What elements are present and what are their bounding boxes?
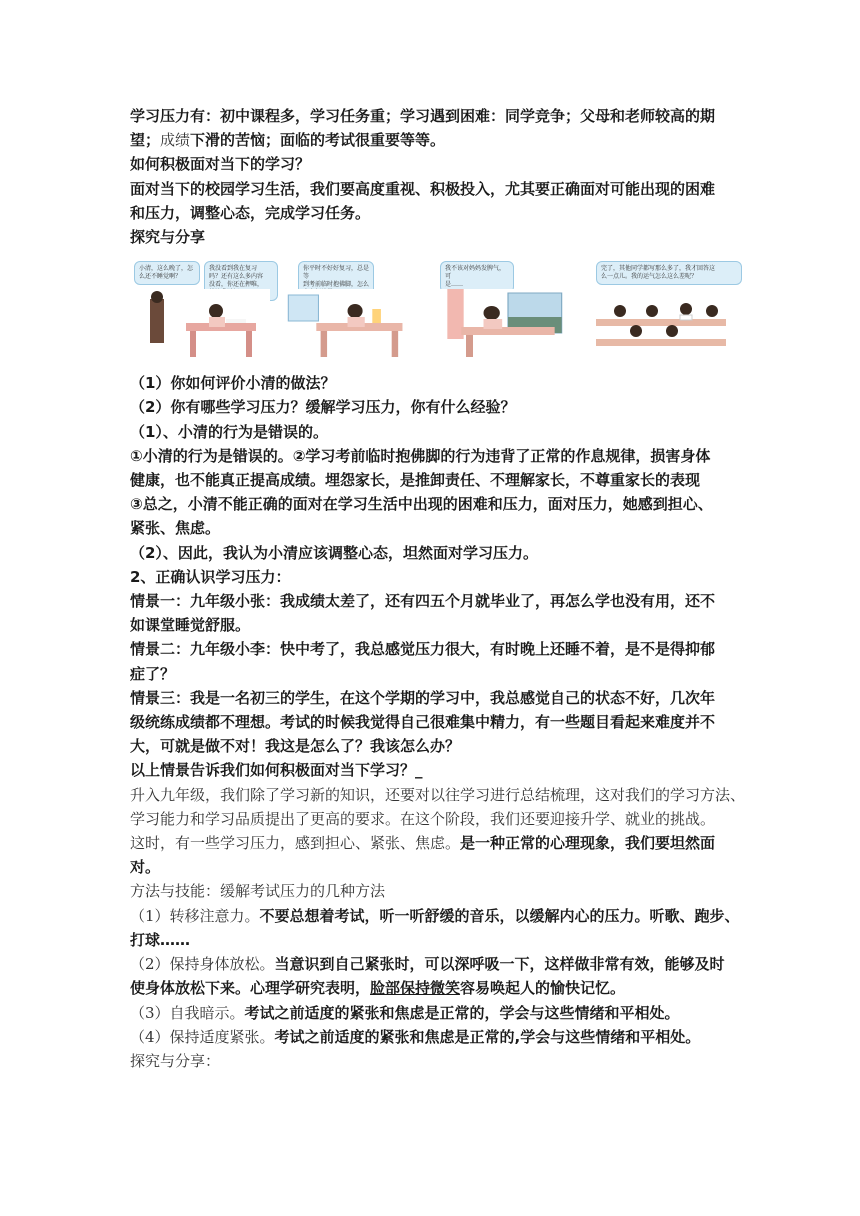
section-heading: 方法与技能：缓解考试压力的几种方法 — [130, 882, 386, 901]
answer-line: （2）、因此，我认为小清应该调整心态，坦然面对学习压力。 — [130, 543, 538, 562]
text-line: 和压力，调整心态，完成学习任务。 — [130, 203, 371, 222]
text-line: 望；成绩下滑的苦恼；面临的考试很重要等等。 — [130, 131, 446, 150]
method-line: （4）保持适度紧张。考试之前适度的紧张和焦虑是正常的,学会与这些情绪和平相处。 — [130, 1027, 701, 1046]
scenario-line: 情景三：我是一名初三的学生，在这个学期的学习中，我总感觉自己的状态不好，几次年 — [130, 688, 716, 707]
text-line: 升入九年级，我们除了学习新的知识，还要对以往学习进行总结梳理，这对我们的学习方法、 — [130, 785, 746, 804]
classroom-scene-illustration — [592, 289, 732, 359]
comic-panel-3 — [438, 259, 578, 359]
scenario-line: 如课堂睡觉舒服。 — [130, 616, 251, 635]
scenario-line: 情景二：九年级小李：快中考了，我总感觉压力很大，有时晚上还睡不着，是不是得抑郁 — [130, 640, 716, 659]
speech-bubble: 你平时不好好复习，总是等 到考前临时抱佛脚，怎么 — [298, 261, 374, 301]
study-scene-illustration — [284, 289, 424, 359]
comic-panel-2 — [284, 259, 424, 359]
method-line: 打球…… — [130, 930, 191, 949]
section-heading: 探究与分享 — [130, 228, 206, 247]
section-heading: 探究与分享： — [130, 1051, 221, 1070]
method-line: （3）自我暗示。考试之前适度的紧张和焦虑是正常的，学会与这些情绪和平相处。 — [130, 1003, 680, 1022]
text-line: 对。 — [130, 858, 161, 877]
speech-bubble: 完了，其他同学都写那么多了，我才回答这 么一点儿。我的运气怎么这么差呢？ — [596, 261, 742, 285]
answer-line: ①小清的行为是错误的。②学习考前临时抱佛脚的行为违背了正常的作息规律，损害身体 — [130, 446, 711, 465]
answer-line: 紧张、焦虑。 — [130, 519, 221, 538]
text-line: 这时，有一些学习压力，感到担心、紧张、焦虑。是一种正常的心理现象，我们要坦然面 — [130, 834, 716, 853]
text-line: 面对当下的校园学习生活，我们要高度重视、积极投入，尤其要正确面对可能出现的困难 — [130, 179, 716, 198]
speech-bubble: 小清，这么晚了，怎 么还不睡觉啊？ — [134, 261, 200, 285]
scenario-line: 症了？ — [130, 664, 176, 683]
study-scene-illustration — [438, 289, 578, 359]
text-line: 学习能力和学习品质提出了更高的要求。在这个阶段，我们还要迎接升学、就业的挑战。 — [130, 809, 716, 828]
study-scene-illustration — [130, 289, 270, 359]
answer-line: ③总之，小清不能正确的面对在学习生活中出现的困难和压力，面对压力，她感到担心、 — [130, 495, 713, 514]
comic-strip — [130, 259, 732, 359]
document-body — [130, 104, 746, 1073]
section-heading: 如何积极面对当下的学习？ — [130, 155, 311, 174]
method-line: 使身体放松下来。心理学研究表明，脸部保持微笑容易唤起人的愉快记忆。 — [130, 979, 626, 998]
question-line: （2）你有哪些学习压力？缓解学习压力，你有什么经验？ — [130, 398, 516, 417]
scenario-line: 级统练成绩都不理想。考试的时候我觉得自己很难集中精力，有一些题目看起来难度并不 — [130, 713, 716, 732]
comic-panel-4 — [592, 259, 732, 359]
section-heading: 2、正确认识学习压力： — [130, 567, 291, 586]
method-line: （2）保持身体放松。当意识到自己紧张时，可以深呼吸一下，这样做非常有效，能够及时 — [130, 955, 725, 974]
question-line: （1）你如何评价小清的做法？ — [130, 374, 336, 393]
answer-line: （1）、小清的行为是错误的。 — [130, 422, 328, 441]
scenario-line: 情景一：九年级小张：我成绩太差了，还有四五个月就毕业了，再怎么学也没有用，还不 — [130, 592, 716, 611]
comic-panel-1 — [130, 259, 270, 359]
question-line: 以上情景告诉我们如何积极面对当下学习？_ — [130, 761, 423, 780]
speech-bubble: 我不该对妈妈发脾气，可 是…… — [440, 261, 514, 293]
answer-line: 健康，也不能真正提高成绩。埋怨家长，是推卸责任、不理解家长，不尊重家长的表现 — [130, 471, 701, 490]
speech-bubble: 我没看到我在复习 吗？还有这么多内容 没看，你还在押唯， — [204, 261, 278, 301]
scenario-line: 大，可就是做不对！我这是怎么了？我该怎么办？ — [130, 737, 461, 756]
text-line: 学习压力有：初中课程多，学习任务重；学习遇到困难：同学竞争；父母和老师较高的期 — [130, 107, 716, 125]
method-line: （1）转移注意力。不要总想着考试，听一听舒缓的音乐，以缓解内心的压力。听歌、跑步、 — [130, 906, 740, 925]
